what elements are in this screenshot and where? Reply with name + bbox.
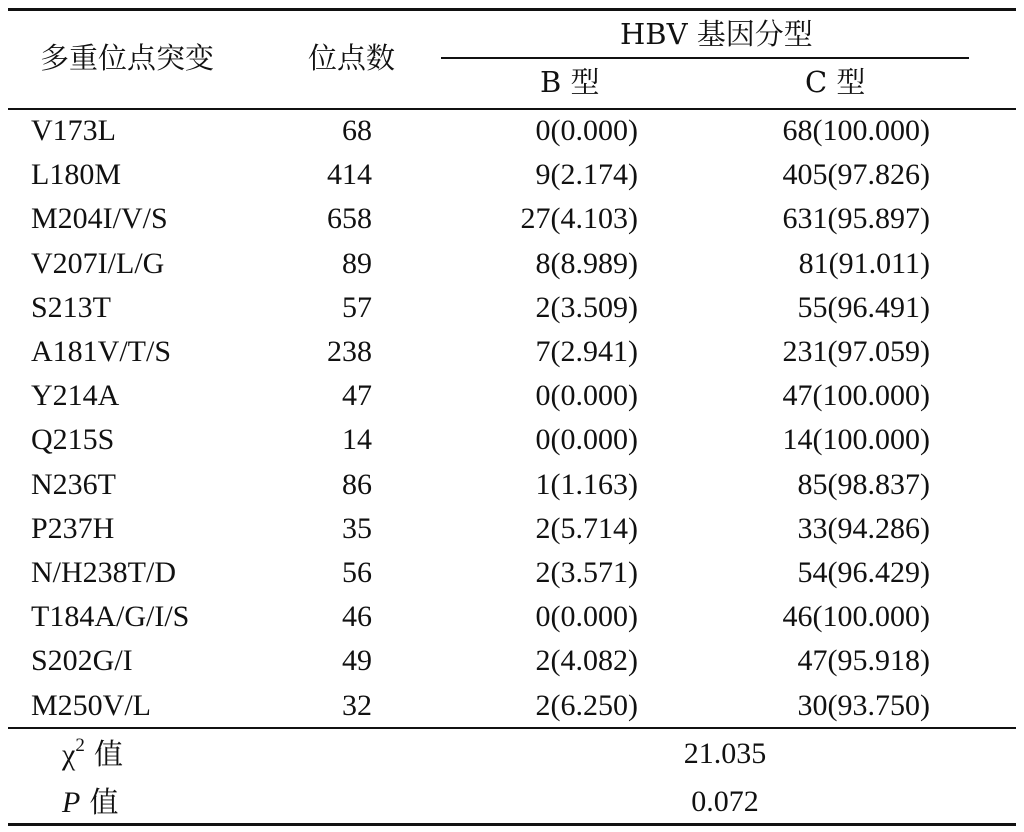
table-row [0,463,1024,507]
table-row [0,374,1024,418]
p-value-label [62,782,119,823]
sites-cell: 32 [342,688,372,722]
header-genotyping: HBV 基因分型 [620,17,813,51]
mutation-cell: N/H238T/D [31,556,176,589]
type-c-cell: 68(100.000) [782,114,930,147]
mutation-cell: S202G/I [31,644,133,678]
table-row [0,507,1024,551]
header-type-b: B 型 [540,65,600,99]
type-c-cell: 14(100.000) [782,423,930,457]
mutation-cell: P237H [31,511,115,545]
chi-exponent: 2 [75,735,85,756]
mutation-cell: T184A/G/I/S [31,600,190,634]
stats-row-p [0,780,1024,824]
chi-suffix: 值 [84,737,124,771]
table-row [0,197,1024,241]
header-type-c: C 型 [805,65,866,99]
sites-cell: 35 [342,511,372,545]
sites-cell: 68 [342,114,372,147]
sites-cell: 89 [342,246,372,280]
sites-cell: 238 [327,335,372,368]
type-b-cell: 27(4.103) [520,202,638,236]
p-symbol: P [62,786,81,819]
type-c-cell: 405(97.826) [782,158,930,192]
type-c-cell: 47(95.918) [797,644,930,678]
type-c-cell: 54(96.429) [797,556,930,589]
sites-cell: 86 [342,467,372,501]
type-b-cell: 9(2.174) [535,158,638,192]
type-b-cell: 0(0.000) [535,423,638,457]
mutation-cell: V207I/L/G [31,246,165,280]
stats-row-chi [0,732,1024,776]
type-c-cell: 55(96.491) [797,290,930,324]
header-mutation: 多重位点突变 [40,41,215,75]
type-b-cell: 0(0.000) [535,114,638,147]
type-c-cell: 30(93.750) [797,688,930,722]
table-row [0,286,1024,330]
type-c-cell: 85(98.837) [797,467,930,501]
sites-cell: 47 [342,379,372,413]
sites-cell: 56 [342,556,372,589]
table-row [0,684,1024,728]
type-c-cell: 81(91.011) [798,246,930,280]
type-b-cell: 8(8.989) [535,246,638,280]
mutation-cell: Y214A [31,379,120,413]
table-row [0,109,1024,153]
chi-square-value: 21.035 [683,737,767,770]
sites-cell: 414 [327,158,372,192]
p-value: 0.072 [691,785,759,818]
table-row [0,153,1024,197]
sites-cell: 14 [342,423,372,457]
type-b-cell: 2(3.509) [535,290,638,324]
table-top-rule [8,8,1016,11]
genotype-subheader-rule [441,57,969,59]
type-c-cell: 33(94.286) [797,511,930,545]
sites-cell: 46 [342,600,372,634]
mutation-cell: S213T [31,290,112,324]
type-b-cell: 2(3.571) [535,556,638,589]
table-row [0,330,1024,374]
mutation-cell: M204I/V/S [31,202,168,236]
type-b-cell: 1(1.163) [535,467,638,501]
table-row [0,595,1024,639]
type-c-cell: 231(97.059) [782,335,930,368]
type-c-cell: 46(100.000) [782,600,930,634]
chi-symbol: χ [62,738,76,771]
type-b-cell: 0(0.000) [535,600,638,634]
sites-cell: 49 [342,644,372,678]
mutation-cell: A181V/T/S [31,335,172,368]
table-row [0,418,1024,462]
mutation-cell: M250V/L [31,688,151,722]
type-c-cell: 47(100.000) [782,379,930,413]
mutation-cell: L180M [31,158,121,192]
mutation-cell: Q215S [31,423,115,457]
mutation-cell: V173L [31,114,116,147]
type-b-cell: 7(2.941) [535,335,638,368]
chi-square-label [62,734,123,775]
type-b-cell: 2(5.714) [535,511,638,545]
type-b-cell: 2(4.082) [535,644,638,678]
type-b-cell: 2(6.250) [535,688,638,722]
type-b-cell: 0(0.000) [535,379,638,413]
sites-cell: 57 [342,290,372,324]
p-suffix: 值 [80,785,119,819]
type-c-cell: 631(95.897) [782,202,930,236]
table-row [0,639,1024,683]
table-row [0,551,1024,595]
mutation-cell: N236T [31,467,116,501]
sites-cell: 658 [327,202,372,236]
header-sites: 位点数 [308,41,396,75]
table-row [0,242,1024,286]
